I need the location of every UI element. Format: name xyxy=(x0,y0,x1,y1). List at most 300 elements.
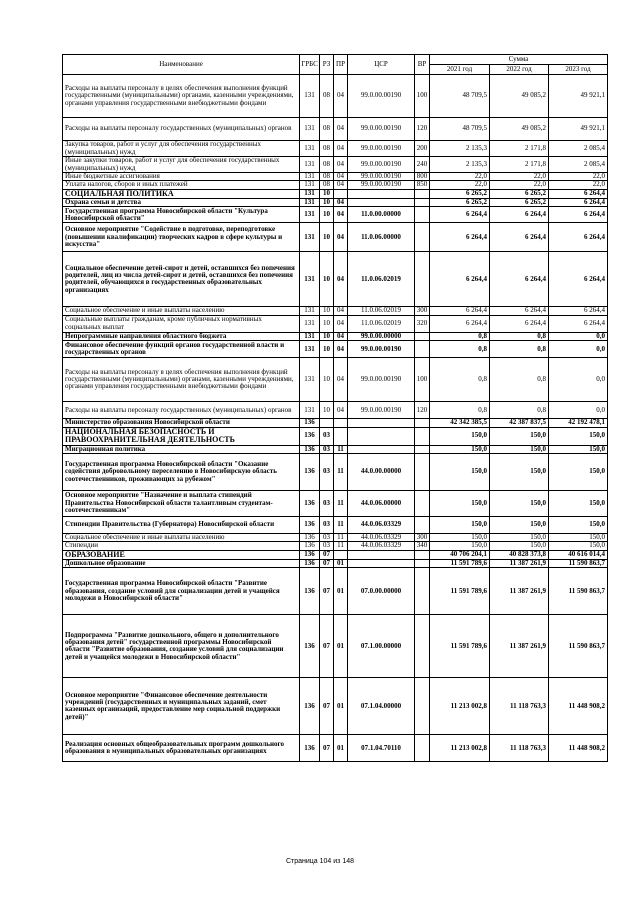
row-pr: 11 xyxy=(334,491,348,517)
row-value-2021: 150,0 xyxy=(430,491,490,517)
table-row xyxy=(63,454,608,491)
row-value-2022: 6 264,4 xyxy=(490,207,549,223)
row-grbs: 131 xyxy=(300,223,320,252)
row-name: НАЦИОНАЛЬНАЯ БЕЗОПАСНОСТЬ И ПРАВООХРАНИТЕЛЬНАЯ ДЕЯТЕЛЬНОСТЬ xyxy=(63,427,300,445)
row-name: Социальное обеспечение детей-сирот и детей, оставшихся без попечения родителей, лиц из числа детей-сирот и детей, оставшихся без попечения родителей, обучающихся в государственных образовательных организациях xyxy=(63,252,300,307)
row-name: Государственная программа Новосибирской области "Оказание содействия добровольному переселению в Новосибирскую область соотечественников, проживающих за рубежом" xyxy=(63,454,300,491)
table-row xyxy=(63,199,608,207)
row-grbs: 136 xyxy=(300,735,320,762)
row-rz: 07 xyxy=(320,568,334,615)
row-pr: 04 xyxy=(334,118,348,141)
row-value-2021: 0,8 xyxy=(430,341,490,358)
row-csr: 99.0.00.00190 xyxy=(348,157,415,173)
row-value-2023: 150,0 xyxy=(549,517,608,534)
row-rz: 08 xyxy=(320,118,334,141)
row-vr xyxy=(415,454,430,491)
row-value-2021: 11 591 789,6 xyxy=(430,568,490,615)
row-value-2023: 40 616 014,4 xyxy=(549,550,608,559)
table-row xyxy=(63,252,608,307)
row-value-2022: 11 118 763,3 xyxy=(490,678,549,735)
row-value-2022: 6 265,2 xyxy=(490,189,549,198)
row-value-2021: 11 591 789,6 xyxy=(430,560,490,568)
row-csr xyxy=(348,189,415,198)
row-value-2022: 150,0 xyxy=(490,542,549,550)
row-value-2022: 11 387 261,9 xyxy=(490,615,549,678)
row-value-2023: 150,0 xyxy=(549,427,608,445)
row-name: Финансовое обеспечение функций органов государственной власти и государственных органов xyxy=(63,341,300,358)
row-pr: 04 xyxy=(334,402,348,419)
row-csr: 99.0.00.00190 xyxy=(348,341,415,358)
row-value-2022: 0,8 xyxy=(490,402,549,419)
row-value-2021: 150,0 xyxy=(430,534,490,542)
table-row xyxy=(63,491,608,517)
row-value-2022: 6 264,4 xyxy=(490,315,549,332)
row-value-2023: 6 264,4 xyxy=(549,307,608,315)
row-name: Министерство образования Новосибирской области xyxy=(63,419,300,427)
row-pr: 04 xyxy=(334,141,348,157)
row-vr xyxy=(415,207,430,223)
table-row xyxy=(63,735,608,762)
row-grbs: 136 xyxy=(300,517,320,534)
row-rz: 10 xyxy=(320,199,334,207)
row-grbs: 131 xyxy=(300,307,320,315)
row-vr xyxy=(415,199,430,207)
row-vr: 850 xyxy=(415,181,430,189)
row-name: Подпрограмма "Развитие дошкольного, общего и дополнительного образования детей" государственной программы Новосибирской области "Развитие образования, создание условий для социализации детей и учащейся молодежи в Новосибирской области" xyxy=(63,615,300,678)
row-rz: 03 xyxy=(320,427,334,445)
header-year-2021: 2021 год xyxy=(430,65,490,75)
row-vr xyxy=(415,332,430,340)
row-vr: 240 xyxy=(415,157,430,173)
row-rz: 10 xyxy=(320,252,334,307)
row-value-2023: 11 448 908,2 xyxy=(549,735,608,762)
header-year-2022: 2022 год xyxy=(490,65,549,75)
row-value-2022: 6 265,2 xyxy=(490,199,549,207)
row-csr: 11.0.06.02019 xyxy=(348,315,415,332)
row-name: Закупка товаров, работ и услуг для обеспечения государственных (муниципальных) нужд xyxy=(63,141,300,157)
row-vr: 300 xyxy=(415,534,430,542)
row-value-2022: 150,0 xyxy=(490,491,549,517)
row-rz: 03 xyxy=(320,517,334,534)
row-pr: 11 xyxy=(334,534,348,542)
row-csr xyxy=(348,560,415,568)
row-pr: 04 xyxy=(334,181,348,189)
row-rz: 10 xyxy=(320,315,334,332)
row-vr: 300 xyxy=(415,307,430,315)
row-grbs: 131 xyxy=(300,141,320,157)
row-grbs: 136 xyxy=(300,445,320,453)
header-name: Наименование xyxy=(63,55,300,75)
row-value-2021: 6 265,2 xyxy=(430,199,490,207)
row-value-2021: 11 213 002,8 xyxy=(430,735,490,762)
row-value-2021: 11 213 002,8 xyxy=(430,678,490,735)
row-value-2021: 6 264,4 xyxy=(430,307,490,315)
table-row xyxy=(63,141,608,157)
table-row xyxy=(63,445,608,453)
row-value-2023: 11 590 863,7 xyxy=(549,615,608,678)
row-name: Социальные выплаты гражданам, кроме публичных нормативных социальных выплат xyxy=(63,315,300,332)
row-value-2023: 49 921,1 xyxy=(549,75,608,118)
row-rz: 10 xyxy=(320,358,334,402)
row-value-2021: 6 264,4 xyxy=(430,223,490,252)
row-grbs: 131 xyxy=(300,75,320,118)
row-csr: 99.0.00.00190 xyxy=(348,181,415,189)
row-vr xyxy=(415,550,430,559)
row-rz: 10 xyxy=(320,223,334,252)
table-row xyxy=(63,542,608,550)
row-vr xyxy=(415,678,430,735)
row-value-2022: 150,0 xyxy=(490,445,549,453)
row-pr: 04 xyxy=(334,207,348,223)
row-csr: 07.0.00.00000 xyxy=(348,568,415,615)
row-rz: 07 xyxy=(320,615,334,678)
row-vr xyxy=(415,427,430,445)
row-grbs: 136 xyxy=(300,550,320,559)
row-value-2023: 6 264,4 xyxy=(549,315,608,332)
row-value-2022: 11 387 261,9 xyxy=(490,560,549,568)
row-name: Социальное обеспечение и иные выплаты населению xyxy=(63,307,300,315)
row-vr xyxy=(415,419,430,427)
row-value-2022: 2 171,8 xyxy=(490,157,549,173)
row-name: Расходы на выплаты персоналу в целях обеспечения выполнения функций государственными (муниципальными) органами, казенными учреждениями, органами управления государственными внебюджетными фондами xyxy=(63,358,300,402)
row-name: ОБРАЗОВАНИЕ xyxy=(63,550,300,559)
row-csr: 07.1.04.70110 xyxy=(348,735,415,762)
row-value-2021: 22,0 xyxy=(430,181,490,189)
row-value-2021: 48 709,5 xyxy=(430,75,490,118)
row-name: Иные закупки товаров, работ и услуг для обеспечения государственных (муниципальных) нужд xyxy=(63,157,300,173)
table-row xyxy=(63,427,608,445)
row-grbs: 136 xyxy=(300,542,320,550)
row-vr xyxy=(415,223,430,252)
row-vr xyxy=(415,735,430,762)
row-csr: 44.0.06.00000 xyxy=(348,491,415,517)
row-value-2023: 6 264,4 xyxy=(549,189,608,198)
row-pr: 04 xyxy=(334,358,348,402)
row-rz: 10 xyxy=(320,307,334,315)
header-year-2023: 2023 год xyxy=(549,65,608,75)
row-name: Основное мероприятие "Назначение и выплата стипендий Правительства Новосибирской области талантливым студентам-соотечественникам" xyxy=(63,491,300,517)
row-value-2022: 11 118 763,3 xyxy=(490,735,549,762)
row-name: Основное мероприятие "Финансовое обеспечение деятельности учреждений (государственных и муниципальных заданий, смет казенных организаций, предоставление мер социальной поддержки детей)" xyxy=(63,678,300,735)
row-pr: 01 xyxy=(334,568,348,615)
row-name: Расходы на выплаты персоналу в целях обеспечения выполнения функций государственными (муниципальными) органами, казенными учреждениями, органами управления государственными внебюджетными фондами xyxy=(63,75,300,118)
row-value-2021: 0,8 xyxy=(430,358,490,402)
row-rz: 08 xyxy=(320,173,334,181)
row-pr: 04 xyxy=(334,223,348,252)
row-value-2021: 40 706 204,1 xyxy=(430,550,490,559)
row-grbs: 131 xyxy=(300,157,320,173)
row-grbs: 136 xyxy=(300,454,320,491)
row-pr: 04 xyxy=(334,332,348,340)
row-name: СОЦИАЛЬНАЯ ПОЛИТИКА xyxy=(63,189,300,198)
table-row xyxy=(63,189,608,198)
row-value-2022: 6 264,4 xyxy=(490,223,549,252)
row-pr: 01 xyxy=(334,560,348,568)
row-rz: 03 xyxy=(320,491,334,517)
row-value-2021: 150,0 xyxy=(430,445,490,453)
row-value-2022: 2 171,8 xyxy=(490,141,549,157)
row-rz: 10 xyxy=(320,332,334,340)
row-csr: 44.0.06.03329 xyxy=(348,534,415,542)
row-vr: 100 xyxy=(415,75,430,118)
row-csr: 44.0.06.03329 xyxy=(348,517,415,534)
row-pr: 04 xyxy=(334,341,348,358)
table-row xyxy=(63,517,608,534)
row-vr: 200 xyxy=(415,141,430,157)
row-rz: 10 xyxy=(320,341,334,358)
row-vr: 800 xyxy=(415,173,430,181)
row-csr: 99.0.00.00190 xyxy=(348,358,415,402)
row-value-2023: 150,0 xyxy=(549,534,608,542)
row-value-2021: 22,0 xyxy=(430,173,490,181)
row-vr xyxy=(415,568,430,615)
row-vr: 120 xyxy=(415,118,430,141)
row-rz: 07 xyxy=(320,550,334,559)
row-value-2022: 150,0 xyxy=(490,427,549,445)
row-value-2023: 2 085,4 xyxy=(549,141,608,157)
row-value-2022: 6 264,4 xyxy=(490,307,549,315)
row-grbs: 131 xyxy=(300,173,320,181)
row-vr: 100 xyxy=(415,358,430,402)
row-value-2023: 150,0 xyxy=(549,454,608,491)
row-csr xyxy=(348,445,415,453)
budget-table xyxy=(62,54,608,762)
row-value-2021: 6 264,4 xyxy=(430,207,490,223)
row-rz: 07 xyxy=(320,560,334,568)
row-pr: 04 xyxy=(334,157,348,173)
row-pr xyxy=(334,427,348,445)
row-value-2021: 48 709,5 xyxy=(430,118,490,141)
row-grbs: 136 xyxy=(300,560,320,568)
table-row xyxy=(63,223,608,252)
row-pr xyxy=(334,550,348,559)
header-csr: ЦСР xyxy=(348,55,415,75)
table-row xyxy=(63,402,608,419)
row-value-2021: 150,0 xyxy=(430,427,490,445)
row-rz: 03 xyxy=(320,454,334,491)
row-value-2021: 6 265,2 xyxy=(430,189,490,198)
row-value-2023: 6 264,4 xyxy=(549,252,608,307)
row-value-2021: 150,0 xyxy=(430,454,490,491)
row-name: Непрограммные направления областного бюджета xyxy=(63,332,300,340)
row-vr: 120 xyxy=(415,402,430,419)
row-csr xyxy=(348,199,415,207)
row-vr xyxy=(415,560,430,568)
row-value-2022: 40 828 373,8 xyxy=(490,550,549,559)
row-value-2023: 150,0 xyxy=(549,491,608,517)
table-row xyxy=(63,534,608,542)
row-vr xyxy=(415,341,430,358)
table-row xyxy=(63,678,608,735)
row-value-2022: 6 264,4 xyxy=(490,252,549,307)
row-csr: 99.0.00.00190 xyxy=(348,173,415,181)
row-value-2023: 0,0 xyxy=(549,402,608,419)
row-value-2021: 2 135,3 xyxy=(430,157,490,173)
row-grbs: 131 xyxy=(300,402,320,419)
row-csr: 99.0.00.00190 xyxy=(348,118,415,141)
row-value-2021: 0,8 xyxy=(430,402,490,419)
row-rz: 08 xyxy=(320,181,334,189)
row-rz: 03 xyxy=(320,542,334,550)
row-csr: 11.0.06.02019 xyxy=(348,252,415,307)
row-value-2023: 150,0 xyxy=(549,445,608,453)
row-value-2021: 150,0 xyxy=(430,517,490,534)
row-grbs: 131 xyxy=(300,315,320,332)
row-grbs: 131 xyxy=(300,189,320,198)
row-csr: 11.0.06.00000 xyxy=(348,223,415,252)
row-grbs: 131 xyxy=(300,118,320,141)
row-rz: 10 xyxy=(320,189,334,198)
row-name: Государственная программа Новосибирской области "Развитие образования, создание условий для социализации детей и учащейся молодежи в Новосибирской области" xyxy=(63,568,300,615)
row-rz: 07 xyxy=(320,678,334,735)
row-name: Стипендии Правительства (Губернатора) Новосибирской области xyxy=(63,517,300,534)
row-pr: 04 xyxy=(334,307,348,315)
table-row xyxy=(63,181,608,189)
row-pr: 11 xyxy=(334,542,348,550)
table-row xyxy=(63,419,608,427)
row-rz: 03 xyxy=(320,445,334,453)
table-row xyxy=(63,207,608,223)
header-sum: Сумма xyxy=(430,55,608,65)
row-pr: 01 xyxy=(334,615,348,678)
row-value-2021: 42 342 385,5 xyxy=(430,419,490,427)
row-vr xyxy=(415,491,430,517)
row-pr: 04 xyxy=(334,315,348,332)
row-pr: 01 xyxy=(334,735,348,762)
row-pr: 04 xyxy=(334,173,348,181)
table-row xyxy=(63,173,608,181)
row-value-2021: 150,0 xyxy=(430,542,490,550)
row-csr: 07.1.00.00000 xyxy=(348,615,415,678)
table-row xyxy=(63,118,608,141)
table-row xyxy=(63,75,608,118)
row-csr: 44.0.06.03329 xyxy=(348,542,415,550)
header-grbs: ГРБС xyxy=(300,55,320,75)
row-name: Стипендии xyxy=(63,542,300,550)
row-value-2023: 22,0 xyxy=(549,173,608,181)
row-value-2023: 49 921,1 xyxy=(549,118,608,141)
row-grbs: 136 xyxy=(300,568,320,615)
table-row xyxy=(63,568,608,615)
row-rz: 08 xyxy=(320,141,334,157)
row-rz: 10 xyxy=(320,207,334,223)
row-name: Иные бюджетные ассигнования xyxy=(63,173,300,181)
row-value-2023: 6 264,4 xyxy=(549,199,608,207)
table-row xyxy=(63,315,608,332)
row-value-2021: 6 264,4 xyxy=(430,252,490,307)
row-csr: 99.0.00.00000 xyxy=(348,332,415,340)
row-csr: 11.0.06.02019 xyxy=(348,307,415,315)
row-value-2022: 150,0 xyxy=(490,454,549,491)
row-csr: 44.0.00.00000 xyxy=(348,454,415,491)
table-row xyxy=(63,560,608,568)
row-value-2023: 6 264,4 xyxy=(549,207,608,223)
row-name: Расходы на выплаты персоналу государственных (муниципальных) органов xyxy=(63,402,300,419)
row-value-2023: 0,0 xyxy=(549,341,608,358)
row-grbs: 136 xyxy=(300,615,320,678)
row-grbs: 136 xyxy=(300,678,320,735)
row-grbs: 136 xyxy=(300,427,320,445)
row-rz: 07 xyxy=(320,735,334,762)
row-grbs: 131 xyxy=(300,199,320,207)
row-name: Реализация основных общеобразовательных программ дошкольного образования в муниципальных образовательных организациях xyxy=(63,735,300,762)
row-value-2021: 0,8 xyxy=(430,332,490,340)
row-value-2023: 11 590 863,7 xyxy=(549,560,608,568)
table-row xyxy=(63,341,608,358)
row-vr: 320 xyxy=(415,315,430,332)
row-grbs: 136 xyxy=(300,491,320,517)
page-footer: Страница 104 из 148 xyxy=(285,858,355,865)
row-value-2022: 150,0 xyxy=(490,534,549,542)
row-vr xyxy=(415,189,430,198)
row-value-2023: 0,0 xyxy=(549,332,608,340)
row-name: Уплата налогов, сборов и иных платежей xyxy=(63,181,300,189)
row-name: Охрана семьи и детства xyxy=(63,199,300,207)
row-vr xyxy=(415,252,430,307)
row-pr: 11 xyxy=(334,445,348,453)
row-value-2023: 150,0 xyxy=(549,542,608,550)
table-header-row xyxy=(63,55,608,65)
row-rz: 08 xyxy=(320,75,334,118)
row-pr: 04 xyxy=(334,252,348,307)
row-value-2023: 2 085,4 xyxy=(549,157,608,173)
row-name: Дошкольное образование xyxy=(63,560,300,568)
row-grbs: 136 xyxy=(300,419,320,427)
row-vr: 340 xyxy=(415,542,430,550)
row-vr xyxy=(415,517,430,534)
row-name: Миграционная политика xyxy=(63,445,300,453)
header-vr: ВР xyxy=(415,55,430,75)
row-pr xyxy=(334,189,348,198)
row-csr: 07.1.04.00000 xyxy=(348,678,415,735)
row-grbs: 131 xyxy=(300,252,320,307)
row-name: Расходы на выплаты персоналу государственных (муниципальных) органов xyxy=(63,118,300,141)
table-row xyxy=(63,307,608,315)
row-csr: 99.0.00.00190 xyxy=(348,402,415,419)
row-value-2022: 0,8 xyxy=(490,341,549,358)
row-rz: 10 xyxy=(320,402,334,419)
row-value-2023: 6 264,4 xyxy=(549,223,608,252)
row-vr xyxy=(415,445,430,453)
row-csr xyxy=(348,550,415,559)
row-value-2023: 11 590 863,7 xyxy=(549,568,608,615)
row-value-2021: 6 264,4 xyxy=(430,315,490,332)
row-value-2023: 0,0 xyxy=(549,358,608,402)
row-value-2022: 11 387 261,9 xyxy=(490,568,549,615)
row-grbs: 131 xyxy=(300,358,320,402)
row-value-2022: 150,0 xyxy=(490,517,549,534)
row-value-2021: 11 591 789,6 xyxy=(430,615,490,678)
row-rz: 08 xyxy=(320,157,334,173)
row-value-2022: 22,0 xyxy=(490,181,549,189)
row-csr: 99.0.00.00190 xyxy=(348,75,415,118)
table-row xyxy=(63,615,608,678)
row-value-2022: 0,8 xyxy=(490,332,549,340)
row-rz: 03 xyxy=(320,534,334,542)
row-csr: 99.0.00.00190 xyxy=(348,141,415,157)
row-grbs: 131 xyxy=(300,341,320,358)
row-value-2022: 22,0 xyxy=(490,173,549,181)
table-row xyxy=(63,157,608,173)
row-pr: 11 xyxy=(334,517,348,534)
row-pr: 04 xyxy=(334,75,348,118)
table-row xyxy=(63,332,608,340)
row-csr: 11.0.00.00000 xyxy=(348,207,415,223)
row-pr xyxy=(334,419,348,427)
header-rz: РЗ xyxy=(320,55,334,75)
row-value-2022: 49 085,2 xyxy=(490,118,549,141)
row-name: Государственная программа Новосибирской области "Культура Новосибирской области" xyxy=(63,207,300,223)
